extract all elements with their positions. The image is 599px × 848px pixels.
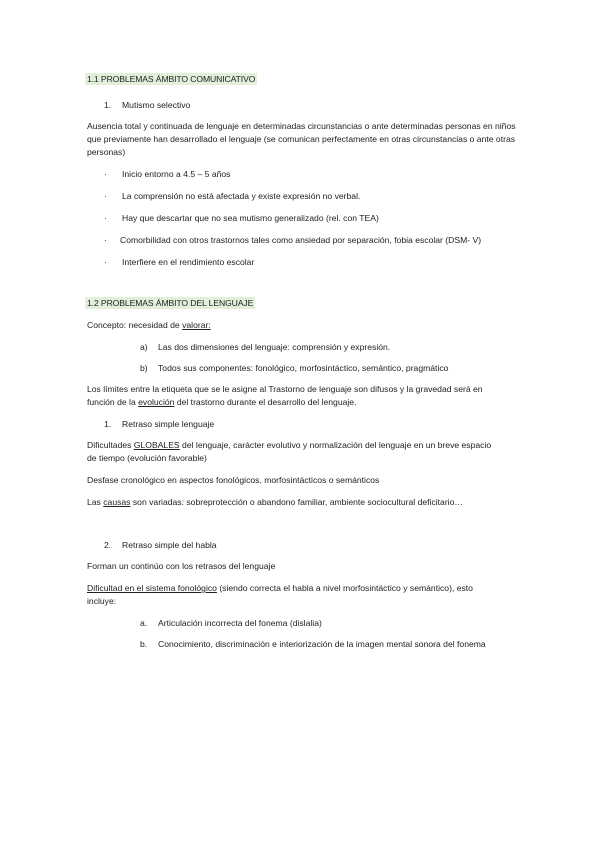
bullet-dot: · xyxy=(104,191,107,201)
forman-line: Forman un continúo con los retrasos del lenguaje xyxy=(87,561,276,571)
sub-label-b2: b. xyxy=(140,639,148,649)
dificultades-suffix: del lenguaje, carácter evolutivo y normalización del lenguaje en un breve espacio xyxy=(179,440,492,450)
item-number: 1. xyxy=(104,419,112,429)
incluye-line: incluye: xyxy=(87,596,117,606)
item-title-mutismo: Mutismo selectivo xyxy=(122,100,191,110)
sub-label-a: a) xyxy=(140,342,148,352)
dificultad-underlined: Dificultad en el sistema fonológico xyxy=(87,583,217,593)
item-number: 2. xyxy=(104,540,112,550)
bullet-item: Inicio entorno a 4.5 – 5 años xyxy=(122,169,231,179)
bullet-item: Hay que descartar que no sea mutismo generalizado (rel. con TEA) xyxy=(122,213,379,223)
item-title-retraso-lenguaje: Retraso simple lenguaje xyxy=(122,419,215,429)
bullet-item: Interfiere en el rendimiento escolar xyxy=(122,257,255,267)
causas-prefix: Las xyxy=(87,497,104,507)
bullet-item: La comprensión no está afectada y existe expresión no verbal. xyxy=(122,191,361,201)
bullet-dot: · xyxy=(104,235,107,245)
dificultades-prefix: Dificultades xyxy=(87,440,134,450)
section-heading-1-1: 1.1 PROBLEMAS ÁMBITO COMUNICATIVO xyxy=(87,74,256,84)
sub-label-a2: a. xyxy=(140,618,148,628)
dificultad-suffix: (siendo correcta el habla a nivel morfosintáctico y semántico), esto xyxy=(216,583,473,593)
concepto-prefix: Concepto: necesidad de xyxy=(87,320,183,330)
item-title-retraso-habla: Retraso simple del habla xyxy=(122,540,217,550)
causas-line xyxy=(87,497,463,507)
limites-line-2 xyxy=(87,397,356,407)
mutismo-definition: Ausencia total y continuada de lenguaje en determinadas circunstancias o ante determinadas personas en niños que previamente han desarrollado el lenguaje (se comunican perfectamente en otras circunstancias o ante otras personas) xyxy=(87,121,516,157)
sub-text-b: Todos sus componentes: fonológico, morfosintáctico, semántico, pragmático xyxy=(158,363,449,373)
sub-text-a: Las dos dimensiones del lenguaje: comprensión y expresión. xyxy=(158,342,391,352)
limites-underlined: evolución xyxy=(138,397,175,407)
bullet-dot: · xyxy=(104,169,107,179)
concepto-underlined: valorar: xyxy=(182,320,211,330)
concepto-line xyxy=(87,320,211,330)
bullet-item: Comorbilidad con otros trastornos tales como ansiedad por separación, fobia escolar (DSM- V) xyxy=(120,235,482,245)
sub-label-b: b) xyxy=(140,363,148,373)
limites-suffix: del trastorno durante el desarrollo del lenguaje. xyxy=(174,397,357,407)
desfase-line: Desfase cronológico en aspectos fonológicos, morfosintácticos o semánticos xyxy=(87,475,380,485)
sub-text-b2: Conocimiento, discriminación e interiorización de la imagen mental sonora del fonema xyxy=(158,639,486,649)
dificultad-line xyxy=(87,583,473,593)
bullet-dot: · xyxy=(104,213,107,223)
item-number: 1. xyxy=(104,100,112,110)
bullet-dot: · xyxy=(104,257,107,267)
section-heading-1-2: 1.2 PROBLEMAS ÁMBITO DEL LENGUAJE xyxy=(87,298,254,308)
dificultades-line-1 xyxy=(87,440,491,450)
sub-text-a2: Articulación incorrecta del fonema (dislalia) xyxy=(158,618,322,628)
limites-prefix: función de la xyxy=(87,397,139,407)
dificultades-underlined: GLOBALES xyxy=(133,440,180,450)
causas-underlined: causas xyxy=(103,497,131,507)
dificultades-line-2: de tiempo (evolución favorable) xyxy=(87,453,207,463)
causas-suffix: son variadas: sobreprotección o abandono familiar, ambiente sociocultural deficitario… xyxy=(130,497,463,507)
limites-line-1: Los límites entre la etiqueta que se le asigne al Trastorno de lenguaje son difusos y la gravedad será en xyxy=(87,384,483,394)
